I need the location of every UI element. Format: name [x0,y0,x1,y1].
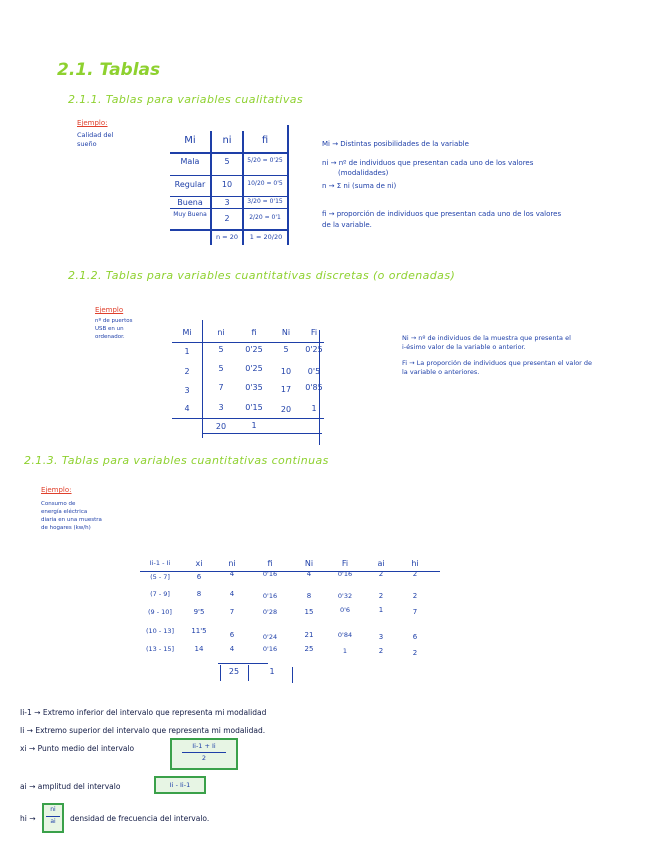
table-header: ni [222,135,232,146]
table-cell: 1 [378,606,384,614]
table-cell: 3 [218,403,224,412]
table-cell: 10 [280,367,292,376]
fraction-bar [182,752,226,753]
table-cell: 4 [229,645,235,653]
table-cell: 0'35 [245,383,263,392]
table-cell: 8 [196,590,202,598]
formula-numerator: ni [50,806,56,813]
table-cell: 0'6 [339,606,351,614]
table-total: 1 [269,667,275,676]
table-header: ai [377,559,385,568]
section-title: 2.1. Tablas [57,60,161,80]
table-cell: 6 [196,573,202,581]
table-cell: 0'25 [245,364,263,373]
subsection-title-continuous: 2.1.3. Tablas para variables cuantitativas continuas [24,454,329,467]
table-cell: 25 [304,645,314,653]
table-cell: 3/20 = 0'15 [247,198,283,205]
table-cell: 8 [306,592,312,600]
table-total: 1 [251,421,257,430]
midpoint-formula [170,738,238,770]
table-cell: 3 [224,198,230,207]
table-cell: 2 [412,570,418,578]
table-cell: Mala [180,157,200,166]
example-description: Calidad del [77,131,114,139]
table-cell: 0'16 [337,570,353,578]
table-cell: 7 [229,608,235,616]
table-total: 25 [228,667,240,676]
table-cell: 7 [218,383,224,392]
table-cell: (9 - 10] [148,608,172,616]
definition-note: fi → proporción de individuos que presentan cada uno de los valores [322,210,562,218]
table-header: Ni [281,328,291,337]
table-cell: 4 [184,404,190,413]
example-description: sueño [77,140,97,148]
table-cell: 5 [218,364,224,373]
formula-denominator: ai [50,817,56,825]
table-cell: 11'5 [191,627,207,635]
table-header: ni [228,559,236,568]
table-cell: 5 [283,345,289,354]
definition-note-prefix: hi → [20,814,36,823]
table-cell: 4 [229,570,235,578]
table-cell: 1 [342,647,348,655]
example-label: Ejemplo: [41,486,72,494]
table-total: 20 [215,422,227,431]
table-header: ni [217,328,225,337]
definition-note: (modalidades) [338,169,389,177]
table-header: Mi [184,135,196,146]
table-cell: (13 - 15] [145,645,175,653]
example-description: Consumo de [41,501,76,507]
table-cell: 3 [378,633,384,641]
table-cell: 1 [184,347,190,356]
table-total: 1 = 20/20 [249,233,283,241]
table-header: hi [411,559,419,568]
definition-note: de la variable. [322,221,372,229]
formula-numerator: Ii-1 + Ii [192,742,216,750]
table-header: fi [251,328,257,337]
table-header: Fi [341,559,349,568]
table-cell: 0'25 [245,345,263,354]
definition-note: i-ésimo valor de la variable o anterior. [402,343,526,351]
table-cell: 2 [224,214,230,223]
definition-note: Ni → nº de individuos de la muestra que presenta el [402,334,571,342]
table-cell: 2 [412,592,418,600]
table-cell: 2 [378,570,384,578]
table-cell: 2/20 = 0'1 [249,214,281,221]
table-cell: 10/20 = 0'5 [247,180,283,187]
table-cell: (7 - 9] [150,590,170,598]
definition-note: Ii-1 → Extremo inferior del intervalo que representa mi modalidad [20,708,267,717]
table-cell: 0'16 [262,592,278,600]
definition-note: la variable o anteriores. [402,368,480,376]
table-cell: (10 - 13] [145,627,175,635]
table-header: fi [267,559,273,568]
table-cell: 15 [304,608,314,616]
table-cell: 4 [306,570,312,578]
table-cell: 0'32 [337,592,353,600]
density-formula [42,803,64,833]
table-cell: 5 [224,157,230,166]
table-cell: 2 [412,649,418,657]
table-total: n = 20 [216,233,238,241]
table-cell: 14 [194,645,204,653]
table-cell: 2 [184,367,190,376]
table-cell: 9'5 [193,608,205,616]
table-cell: 6 [229,631,235,639]
table-cell: 1 [311,404,317,413]
amplitude-formula: Ii - Ii-1 [154,776,206,794]
definition-note: Mi → Distintas posibilidades de la variable [322,140,469,148]
table-cell: 7 [412,608,418,616]
table-header: Mi [182,328,192,337]
table-cell: 0'15 [245,403,263,412]
table-header: Ni [304,559,314,568]
table-cell: 2 [378,592,384,600]
table-cell: 4 [229,590,235,598]
table-header: xi [195,559,203,568]
table-cell: 0'85 [305,383,323,392]
table-cell: (5 - 7] [150,573,170,581]
table-cell: 0'84 [337,631,353,639]
example-description: de hogares (kw/h) [41,525,91,531]
fraction-bar [46,816,60,817]
definition-note: xi → Punto medio del intervalo [20,744,135,753]
example-description: USB en un [95,326,124,332]
definition-note: Ii → Extremo superior del intervalo que representa mi modalidad. [20,726,266,735]
subsection-title-discrete: 2.1.2. Tablas para variables cuantitativas discretas (o ordenadas) [68,269,456,282]
qualitative-frequency-table [170,125,283,245]
table-cell: Muy Buena [173,211,207,218]
table-cell: 21 [304,631,314,639]
table-cell: Buena [177,198,203,207]
table-header: Fi [310,328,318,337]
example-description: nº de puertos [95,318,133,324]
table-cell: 3 [184,386,190,395]
table-cell: 6 [412,633,418,641]
table-cell: 0'16 [262,645,278,653]
table-header: Ii-1 - Ii [149,559,171,567]
table-cell: 0'16 [262,570,278,578]
table-cell: 0'24 [262,633,278,641]
example-description: ordenador. [95,334,125,340]
table-cell: 0'5 [307,367,321,376]
definition-note: ni → nº de individuos que presentan cada uno de los valores [322,159,534,167]
table-cell: 5 [218,345,224,354]
example-description: energía eléctrica [41,509,88,515]
table-cell: 17 [280,385,292,394]
definition-note: densidad de frecuencia del intervalo. [70,814,210,823]
continuous-frequency-table [140,555,450,685]
subsection-title-qualitative: 2.1.1. Tablas para variables cualitativas [68,93,304,106]
definition-note: n → Σ ni (suma de ni) [322,182,397,190]
discrete-frequency-table [172,320,342,445]
table-cell: 5/20 = 0'25 [247,157,283,164]
example-description: diaria en una muestra [41,517,102,523]
table-cell: 0'25 [305,345,323,354]
definition-note: Fi → La proporción de individuos que presentan el valor de [402,359,593,367]
table-cell: 20 [280,405,292,414]
table-cell: Regular [174,180,206,189]
definition-note: ai → amplitud del intervalo [20,782,121,791]
table-cell: 0'28 [262,608,278,616]
table-header: fi [261,135,269,146]
table-cell: 2 [378,647,384,655]
formula-denominator: 2 [201,754,207,763]
example-label: Ejemplo [95,306,124,314]
table-cell: 10 [221,180,233,189]
example-label: Ejemplo: [77,119,108,127]
